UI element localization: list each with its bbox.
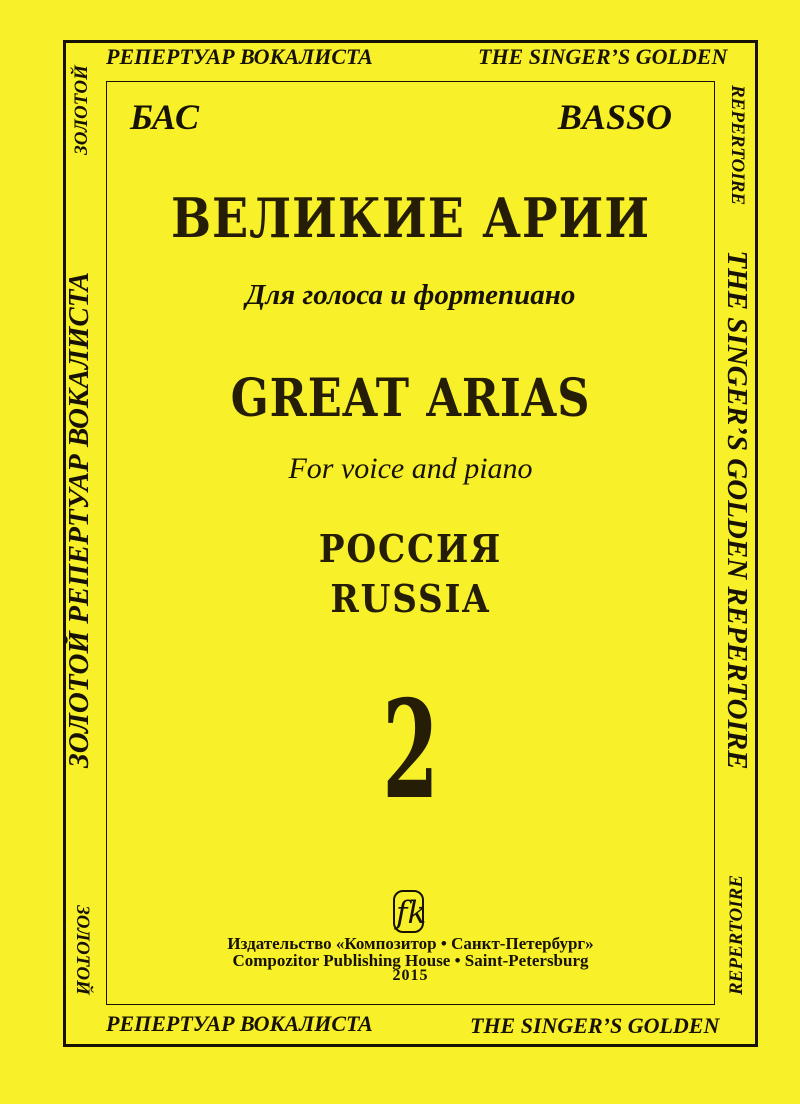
right-band-bottom-vertical-text: REPERTOIRE	[726, 874, 747, 995]
publication-year: 2015	[392, 967, 429, 984]
bottom-band-series-title-english: THE SINGER’S GOLDEN	[470, 1013, 720, 1038]
publisher-imprint-english: Compozitor Publishing House • Saint-Petersburg	[232, 951, 589, 970]
main-title-english: GREAT ARIAS	[230, 368, 591, 429]
country-russian: РОССИЯ	[318, 526, 503, 571]
voice-type-russian: БАС	[130, 97, 200, 137]
volume-number: 2	[382, 670, 439, 829]
subtitle-english: For voice and piano	[288, 452, 533, 485]
top-band-series-title-english: THE SINGER’S GOLDEN	[478, 44, 728, 69]
publisher-imprint-russian: Издательство «Композитор • Санкт-Петербург»	[227, 934, 594, 953]
right-band-series-title-vertical: THE SINGER’S GOLDEN REPERTOIRE	[721, 250, 753, 770]
right-band-top-vertical-text: REPERTOIRE	[727, 85, 748, 206]
left-band-top-vertical-text: ЗОЛОТОЙ	[71, 65, 92, 155]
top-band-series-title-russian: РЕПЕРТУАР ВОКАЛИСТА	[106, 44, 373, 69]
left-band-series-title-vertical: ЗОЛОТОЙ РЕПЕРТУАР ВОКАЛИСТА	[63, 272, 95, 768]
left-band-bottom-vertical-text: ЗОЛОТОЙ	[72, 905, 93, 995]
subtitle-russian: Для голоса и фортепиано	[245, 279, 576, 311]
voice-type-english: BASSO	[557, 97, 672, 137]
country-english: RUSSIA	[330, 576, 491, 621]
main-title-russian: ВЕЛИКИЕ АРИИ	[171, 186, 650, 250]
publisher-logo	[393, 890, 427, 933]
publisher-logo-fk-monogram-icon: fk	[396, 895, 427, 931]
bottom-band-series-title-russian: РЕПЕРТУАР ВОКАЛИСТА	[106, 1011, 373, 1036]
